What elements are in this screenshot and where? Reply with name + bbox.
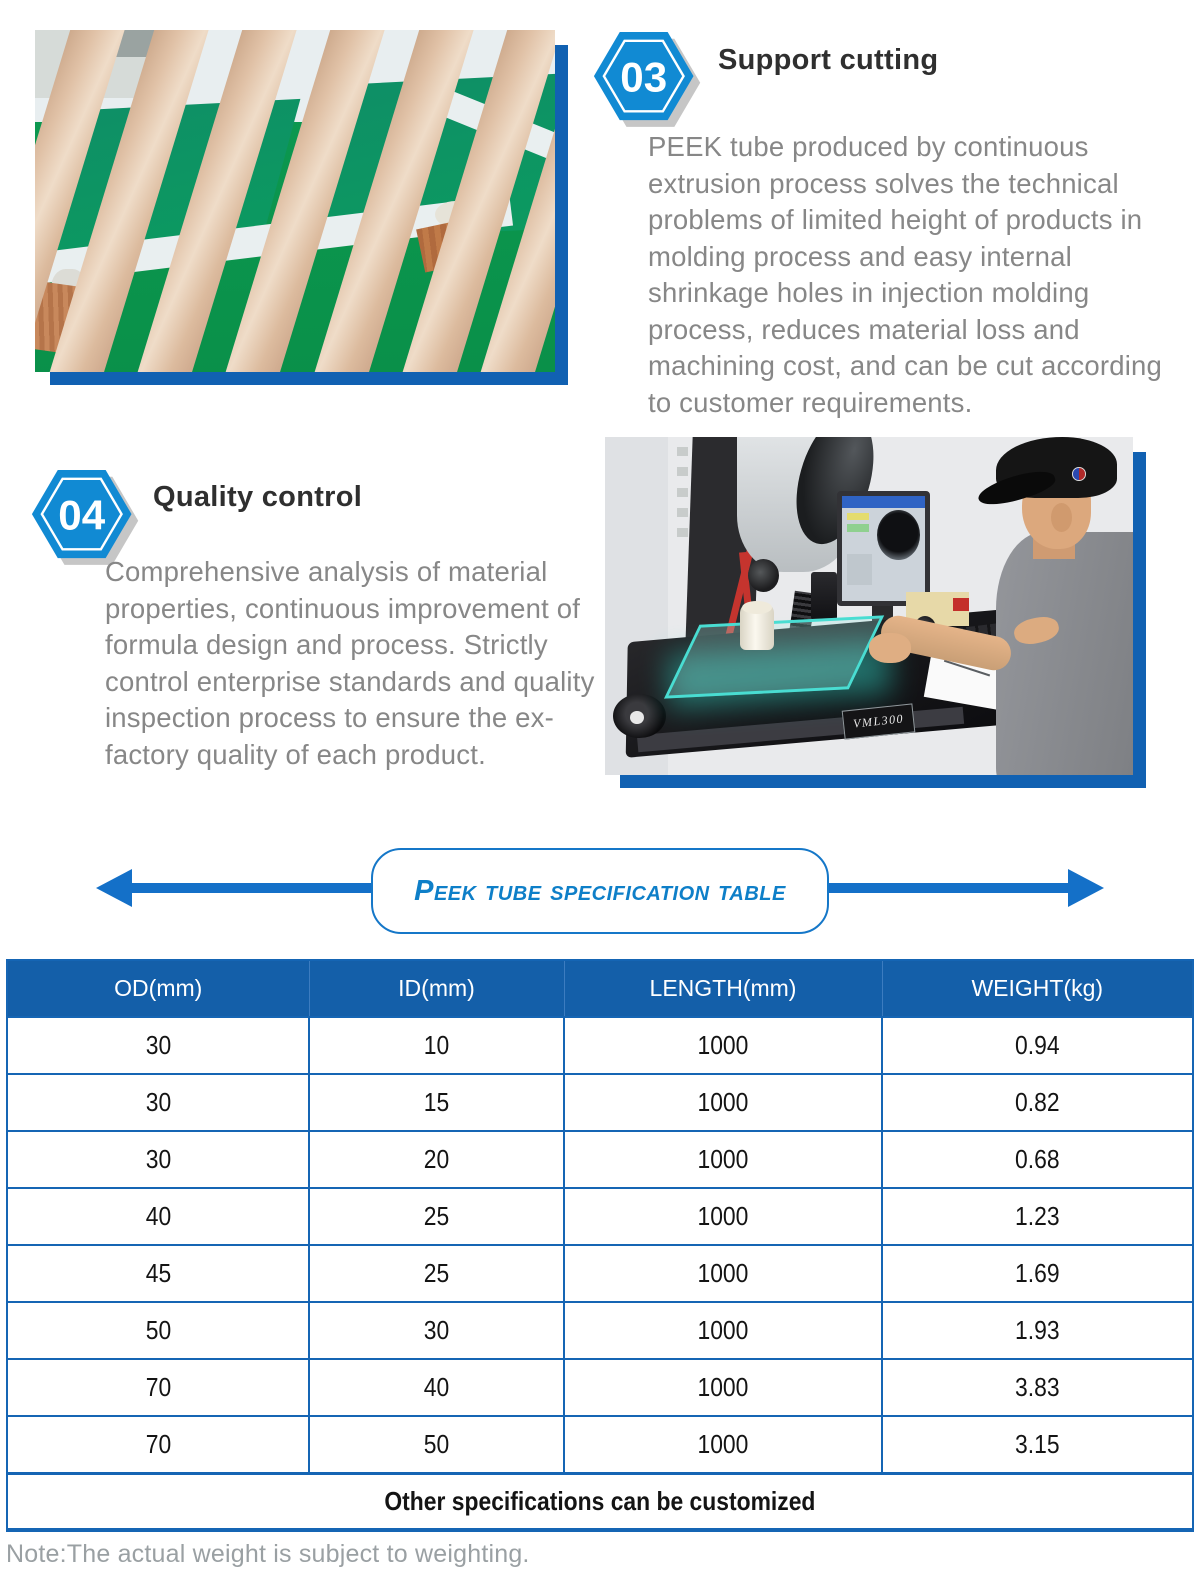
cell-value: 1000 bbox=[697, 1428, 749, 1459]
cell-value: 3.15 bbox=[1015, 1428, 1060, 1459]
table-footer-row bbox=[7, 1473, 1193, 1530]
cell-value: 1000 bbox=[697, 1087, 749, 1117]
cell-value: 40 bbox=[145, 1201, 171, 1231]
column-header-weight: WEIGHT(kg) bbox=[882, 960, 1193, 1017]
step-badge-03 bbox=[592, 26, 705, 130]
table-cell bbox=[309, 1188, 564, 1245]
table-cell bbox=[7, 1074, 309, 1131]
cell-value: 0.82 bbox=[1015, 1087, 1060, 1117]
footer-text: Other specifications can be customized bbox=[384, 1485, 816, 1516]
cell-value: 25 bbox=[423, 1201, 450, 1231]
machine-nameplate bbox=[841, 704, 915, 740]
cell-value: 1000 bbox=[697, 1258, 749, 1288]
table-cell bbox=[7, 1017, 309, 1074]
focus-knob bbox=[748, 559, 780, 593]
cell-value: 30 bbox=[423, 1315, 450, 1345]
table-cell bbox=[564, 1017, 882, 1074]
column-header-od: OD(mm) bbox=[7, 960, 309, 1017]
table-cell bbox=[882, 1074, 1193, 1131]
table-footer-cell bbox=[7, 1473, 1193, 1530]
banner-title: Peek tube specification table bbox=[414, 874, 786, 907]
cell-value: 1.69 bbox=[1015, 1258, 1060, 1288]
table-cell bbox=[7, 1416, 309, 1473]
operator-hand bbox=[869, 633, 911, 663]
weight-note: Note:The actual weight is subject to weighting. bbox=[6, 1540, 530, 1568]
cell-value: 0.94 bbox=[1015, 1030, 1060, 1060]
table-cell bbox=[564, 1131, 882, 1188]
cell-value: 50 bbox=[423, 1428, 450, 1459]
control-box-button bbox=[953, 598, 969, 612]
table-cell bbox=[564, 1074, 882, 1131]
banner-box bbox=[371, 848, 829, 934]
left-arrow-shaft bbox=[128, 883, 386, 893]
readout-panel bbox=[847, 524, 868, 531]
machine-vent bbox=[677, 528, 688, 537]
table-cell bbox=[882, 1416, 1193, 1473]
operator-ear bbox=[1051, 503, 1072, 532]
table-cell bbox=[882, 1017, 1193, 1074]
table-row bbox=[7, 1131, 1193, 1188]
specification-banner bbox=[0, 842, 1200, 938]
spec-table bbox=[6, 959, 1194, 1532]
column-header-id: ID(mm) bbox=[309, 960, 564, 1017]
table-cell bbox=[309, 1074, 564, 1131]
table-row bbox=[7, 1302, 1193, 1359]
section-title-quality-control: Quality control bbox=[153, 481, 363, 513]
machine-vent bbox=[677, 488, 688, 497]
table-cell bbox=[882, 1359, 1193, 1416]
cell-value: 40 bbox=[423, 1372, 450, 1402]
machine-vent bbox=[677, 447, 688, 456]
machine-nameplate-label: VML300 bbox=[852, 711, 905, 731]
table-header-row bbox=[7, 960, 1193, 1017]
table-row bbox=[7, 1074, 1193, 1131]
table-cell bbox=[309, 1017, 564, 1074]
table-row bbox=[7, 1359, 1193, 1416]
table-cell bbox=[7, 1359, 309, 1416]
left-arrow-icon bbox=[96, 869, 132, 907]
table-row bbox=[7, 1416, 1193, 1473]
cell-value: 1000 bbox=[697, 1030, 749, 1060]
table-cell bbox=[309, 1359, 564, 1416]
table-cell bbox=[564, 1188, 882, 1245]
table-row bbox=[7, 1017, 1193, 1074]
readout-panel bbox=[847, 513, 868, 520]
cell-value: 30 bbox=[145, 1087, 171, 1117]
section-title-support-cutting: Support cutting bbox=[718, 44, 939, 76]
cell-value: 1000 bbox=[697, 1201, 749, 1231]
peek-tubes-photo bbox=[35, 30, 555, 372]
section-body-support-cutting: PEEK tube produced by continuous extrusion process solves the technical problems of limited height of products in molding process and easy internal shrinkage holes in injection molding process, reduces material loss and machining cost, and can be cut according to customer requirements. bbox=[648, 131, 1162, 418]
table-cell bbox=[309, 1416, 564, 1473]
cap-logo bbox=[1072, 467, 1086, 481]
cell-value: 1000 bbox=[697, 1372, 749, 1402]
cell-value: 45 bbox=[145, 1258, 171, 1288]
right-arrow-icon bbox=[1068, 869, 1104, 907]
cell-value: 30 bbox=[145, 1144, 171, 1174]
cell-value: 3.83 bbox=[1015, 1372, 1060, 1402]
monitor bbox=[837, 491, 929, 606]
table-row bbox=[7, 1245, 1193, 1302]
table-row bbox=[7, 1188, 1193, 1245]
cell-value: 15 bbox=[423, 1087, 450, 1117]
table-cell bbox=[882, 1131, 1193, 1188]
table-cell bbox=[7, 1302, 309, 1359]
cell-value: 1.23 bbox=[1015, 1201, 1060, 1231]
quality-control-photo bbox=[605, 437, 1133, 775]
cell-value: 0.68 bbox=[1015, 1144, 1060, 1174]
section-body-quality-control: Comprehensive analysis of material properties, continuous improvement of formula design and process. Strictly control enterprise standards and quality inspection process to ensure the ex-factory quality of each product. bbox=[105, 556, 595, 770]
cell-value: 70 bbox=[145, 1372, 171, 1402]
table-cell bbox=[7, 1131, 309, 1188]
machine-vent bbox=[677, 508, 688, 517]
table-cell bbox=[882, 1302, 1193, 1359]
sample-bottle-cap bbox=[742, 601, 772, 615]
badge-number: 04 bbox=[58, 491, 106, 539]
badge-number: 03 bbox=[620, 53, 668, 101]
table-cell bbox=[564, 1302, 882, 1359]
cell-value: 1.93 bbox=[1015, 1315, 1060, 1345]
camera-lens bbox=[811, 572, 837, 619]
cell-value: 1000 bbox=[697, 1315, 749, 1345]
table-cell bbox=[7, 1245, 309, 1302]
measured-circle bbox=[877, 510, 920, 560]
table-cell bbox=[564, 1245, 882, 1302]
table-cell bbox=[882, 1245, 1193, 1302]
table-cell bbox=[564, 1416, 882, 1473]
table-cell bbox=[309, 1302, 564, 1359]
operator-torso bbox=[996, 532, 1133, 775]
step-badge-04 bbox=[30, 464, 143, 568]
column-header-length: LENGTH(mm) bbox=[564, 960, 882, 1017]
table-cell bbox=[7, 1188, 309, 1245]
software-title-bar bbox=[842, 496, 924, 508]
machine-vent bbox=[677, 467, 688, 476]
table-cell bbox=[564, 1359, 882, 1416]
cell-value: 10 bbox=[423, 1030, 450, 1060]
cell-value: 30 bbox=[145, 1030, 171, 1060]
cell-value: 1000 bbox=[697, 1144, 749, 1174]
cell-value: 70 bbox=[145, 1428, 171, 1459]
right-arrow-shaft bbox=[814, 883, 1072, 893]
cell-value: 25 bbox=[423, 1258, 450, 1288]
graph-panel bbox=[847, 554, 872, 585]
table-cell bbox=[309, 1131, 564, 1188]
table-cell bbox=[309, 1245, 564, 1302]
cell-value: 20 bbox=[423, 1144, 450, 1174]
cell-value: 50 bbox=[145, 1315, 171, 1345]
table-cell bbox=[882, 1188, 1193, 1245]
